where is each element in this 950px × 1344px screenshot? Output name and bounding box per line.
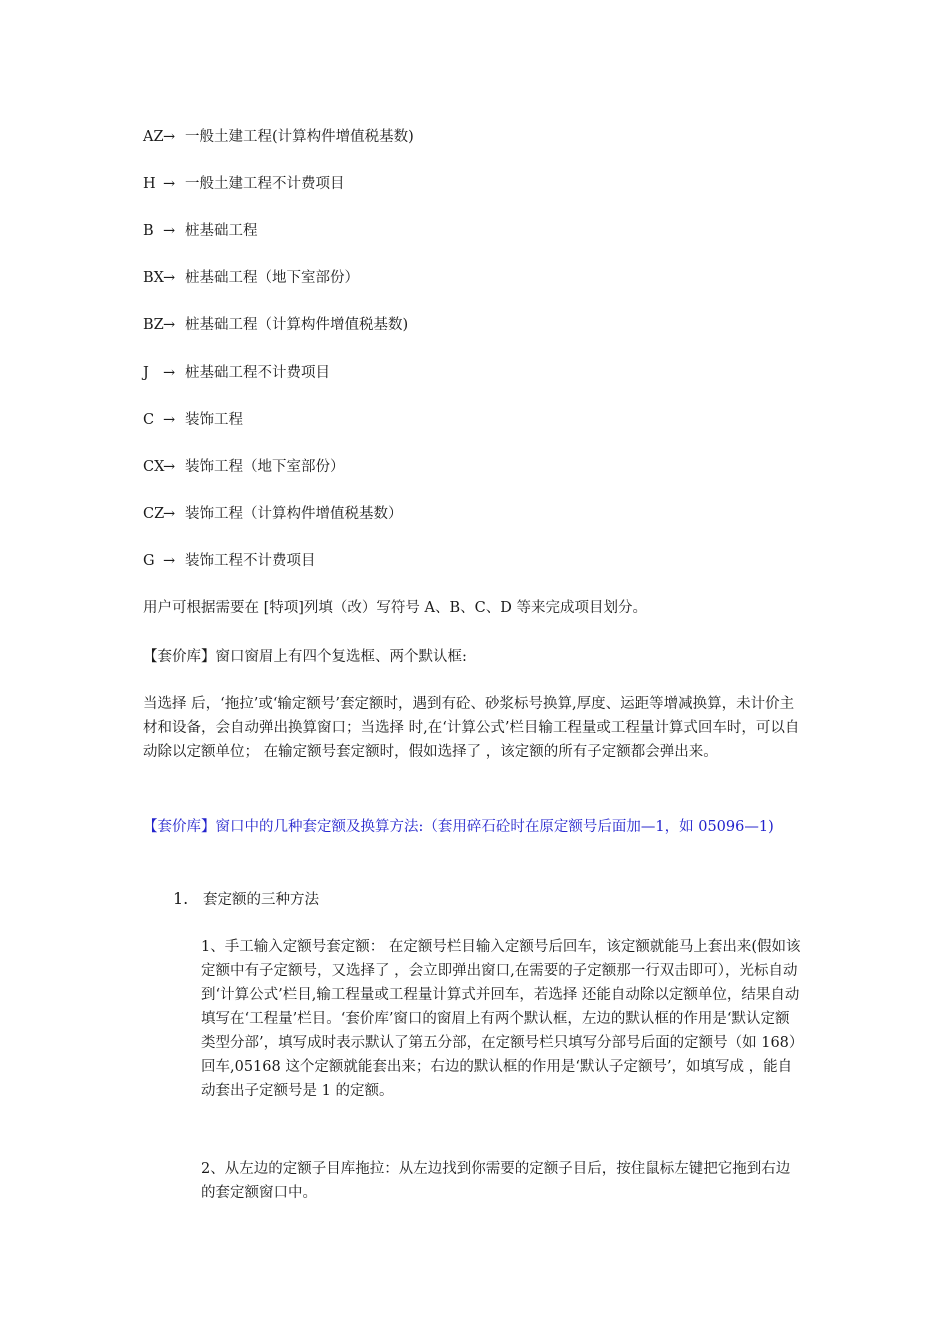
arrow-icon: →: [163, 176, 176, 192]
arrow-icon: →: [163, 223, 176, 239]
list-number: 1.: [173, 889, 189, 908]
code-line-cx: [143, 457, 345, 477]
list-item-three-methods: [173, 887, 319, 912]
code-description: 一般土建工程不计费项目: [185, 176, 345, 192]
code-line-g: [143, 551, 316, 571]
code-line-cz: [143, 504, 403, 524]
arrow-icon: →: [163, 365, 176, 381]
paragraph-price-library-intro: 【套价库】窗口窗眉上有四个复选框、两个默认框:: [143, 649, 467, 665]
code-label: AZ: [143, 129, 164, 145]
arrow-icon: →: [163, 506, 176, 522]
list-item-text: 套定额的三种方法: [203, 892, 319, 908]
code-line-az: [143, 127, 414, 147]
code-line-bz: [143, 315, 408, 335]
arrow-icon: →: [163, 270, 176, 286]
code-line-c: [143, 410, 243, 430]
code-label: B: [143, 223, 154, 239]
paragraph-drag-from-library: 2、从左边的定额子目库拖拉：从左边找到你需要的定额子目后，按住鼠标左键把它拖到右边的套定额窗口中。: [201, 1161, 791, 1201]
code-line-bx: [143, 268, 359, 288]
code-description: 桩基础工程: [185, 223, 258, 239]
code-label: H: [143, 176, 156, 192]
paragraph-project-division: 用户可根据需要在 [特项]列填（改）写符号 A、B、C、D 等来完成项目划分。: [143, 600, 647, 616]
code-description: 桩基础工程（地下室部份）: [185, 270, 359, 286]
code-label: G: [143, 553, 155, 569]
code-line-b: [143, 221, 258, 241]
arrow-icon: →: [163, 317, 176, 333]
code-line-h: [143, 174, 345, 194]
code-label: BZ: [143, 317, 164, 333]
code-label: BX: [143, 270, 164, 286]
code-description: 装饰工程: [185, 412, 243, 428]
code-description: 一般土建工程(计算构件增值税基数): [185, 129, 414, 145]
code-description: 桩基础工程（计算构件增值税基数): [185, 317, 409, 333]
arrow-icon: →: [163, 459, 176, 475]
code-description: 装饰工程（地下室部份）: [185, 459, 345, 475]
code-line-j: [143, 363, 330, 383]
code-label: J: [143, 365, 149, 381]
paragraph-methods-heading: 【套价库】窗口中的几种套定额及换算方法:（套用碎石砼时在原定额号后面加—1，如 05096—1): [143, 819, 774, 835]
code-label: C: [143, 412, 155, 428]
code-description: 装饰工程不计费项目: [185, 553, 316, 569]
code-description: 装饰工程（计算构件增值税基数）: [185, 506, 403, 522]
arrow-icon: →: [163, 553, 176, 569]
arrow-icon: →: [163, 412, 176, 428]
arrow-icon: →: [163, 129, 176, 145]
code-label: CX: [143, 459, 165, 475]
code-description: 桩基础工程不计费项目: [185, 365, 330, 381]
paragraph-checkbox-behavior: 当选择 后，‘拖拉’或‘输定额号’套定额时，遇到有砼、砂浆标号换算,厚度、运距等增减换算，未计价主材和设备，会自动弹出换算窗口；当选择 时,在‘计算公式’栏目输工程量或工程量计算式回车时，可以自动除以定额单位； 在输定额号套定额时，假如选择了 ，该定额的所有子定额都会弹出来。: [143, 696, 800, 760]
paragraph-manual-input: 1、手工输入定额号套定额： 在定额号栏目输入定额号后回车，该定额就能马上套出来(假如该定额中有子定额号，又选择了 ，会立即弹出窗口,在需要的子定额那一行双击即可），光标自动到‘计算公式’栏目,输工程量或工程量计算式并回车，若选择 还能自动除以定额单位，结果自动填写在‘工程量’栏目。‘套价库’窗口的窗眉上有两个默认框，左边的默认框的作用是‘默认定额类型分部’，填写成时表示默认了第五分部，在定额号栏只填写分部号后面的定额号（如 168）回车,05168 这个定额就能套出来；右边的默认框的作用是‘默认子定额号’，如填写成 ，能自动套出子定额号是 1 的定额。: [201, 939, 801, 1099]
code-label: CZ: [143, 506, 165, 522]
